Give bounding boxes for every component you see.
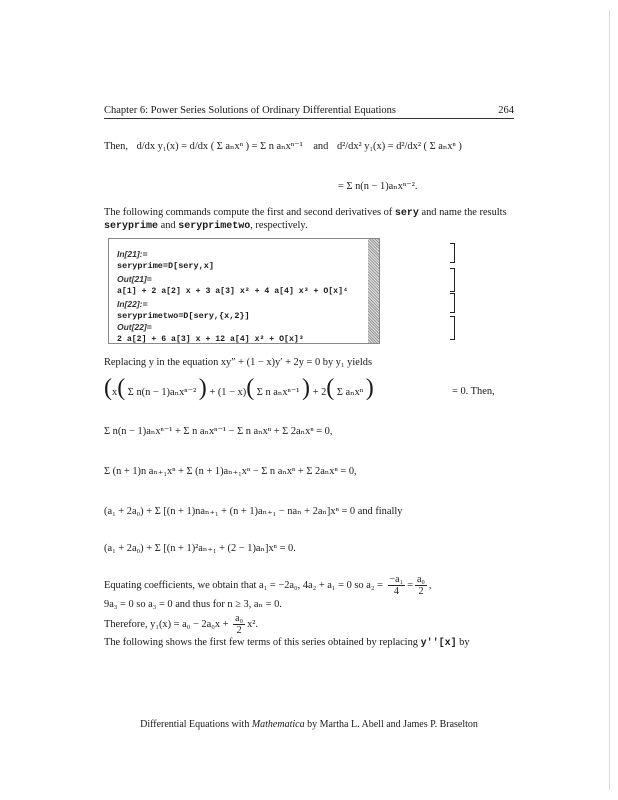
equation-final: (a₁ + 2a₀) + Σ [(n + 1)²aₙ₊₁ + (2 − 1)aₙ]xⁿ = 0. — [104, 543, 296, 554]
paragraph-commands: The following commands compute the first and second derivatives of sery and name the results — [104, 207, 507, 219]
cell-bracket[interactable] — [450, 268, 455, 292]
paragraph-following: The following shows the first few terms of this series obtained by replacing y''[x] by — [104, 637, 470, 649]
in21-label: In[21]:= — [117, 249, 148, 259]
cell-bracket[interactable] — [450, 316, 455, 340]
fraction-y1: $\frac{\text{a₀}}{2}$ — [235, 613, 244, 636]
in21-command[interactable]: seryprime=D[sery,x] — [117, 261, 214, 271]
code-y-double-prime: y''[x] — [420, 638, 457, 649]
equation-substitution-end: = 0. Then, — [452, 386, 495, 397]
cell-bracket[interactable] — [450, 243, 455, 263]
in22-command[interactable]: seryprimetwo=D[sery,{x,2}] — [117, 311, 250, 321]
paragraph-commands-2: seryprime and seryprimetwo, respectively. — [104, 220, 308, 232]
out22-label: Out[22]= — [117, 322, 152, 332]
in22-label: In[22]:= — [117, 299, 148, 309]
derivative-equation: Then, d/dx y₁(x) = d/dx ( Σ aₙxⁿ ) = Σ n aₙxⁿ⁻¹ and d²/dx² y₁(x) = d²/dx² ( Σ aₙxⁿ ) — [104, 141, 462, 152]
equation-substitution: (x( Σ n(n − 1)aₙxⁿ⁻² ) + (1 − x)( Σ n aₙxⁿ⁻¹ ) + 2( Σ aₙxⁿ ) — [104, 375, 374, 401]
equation-combined-end: = 0 and finally — [341, 506, 403, 517]
equation-reindexed-end: = 0, — [340, 466, 357, 477]
second-derivative-result: = Σ n(n − 1)aₙxⁿ⁻². — [338, 181, 418, 192]
notebook-scrollbar[interactable] — [368, 239, 379, 343]
code-seryprimetwo: seryprimetwo — [178, 221, 251, 232]
paragraph-coefficients: Equating coefficients, we obtain that a₁ = −2a₀, 4a₂ + a₁ = 0 so a₂ = $\frac{\text{−a₁}}{4}$ = $\frac{\text{a₀}}{2}$ , — [104, 574, 432, 597]
fraction-a0: $\frac{\text{a₀}}{2}$ — [416, 574, 425, 597]
page-footer: Differential Equations with Mathematica by Martha L. Abell and James P. Braselton — [140, 719, 478, 730]
page-edge-line — [609, 10, 610, 790]
chapter-title: Chapter 6: Power Series Solutions of Ordinary Differential Equations — [104, 105, 397, 116]
out21-label: Out[21]= — [117, 274, 152, 284]
paragraph-therefore: Therefore, y₁(x) = a₀ − 2a₀x + $\frac{\text{a₀}}{2}$ x². — [104, 613, 258, 636]
equation-expanded: Σ n(n − 1)aₙxⁿ⁻¹ + Σ n aₙxⁿ⁻¹ − Σ n aₙxⁿ + Σ 2aₙxⁿ = 0, — [104, 426, 333, 437]
paragraph-replacing: Replacing y in the equation xy″ + (1 − x)y′ + 2y = 0 by y₁ yields — [104, 357, 372, 368]
out21-value: a[1] + 2 a[2] x + 3 a[3] x² + 4 a[4] x³ + O[x]⁴ — [117, 287, 348, 296]
code-sery: sery — [394, 208, 419, 219]
page-number: 264 — [498, 105, 514, 116]
and-label: and — [313, 141, 329, 152]
out22-value: 2 a[2] + 6 a[3] x + 12 a[4] x² + O[x]³ — [117, 335, 304, 344]
equation-final-end: = 0. — [279, 543, 296, 554]
equation-expanded-end: = 0, — [316, 426, 333, 437]
cell-bracket[interactable] — [450, 293, 455, 313]
equation-reindexed: Σ (n + 1)n aₙ₊₁xⁿ + Σ (n + 1)aₙ₊₁xⁿ − Σ n aₙxⁿ + Σ 2aₙxⁿ = 0, — [104, 466, 357, 477]
fraction-a2: $\frac{\text{−a₁}}{4}$ — [389, 574, 404, 597]
code-seryprime: seryprime — [104, 221, 159, 232]
then-label: Then, — [104, 141, 128, 152]
running-header — [104, 105, 514, 119]
paragraph-a3: 9a₃ = 0 so a₃ = 0 and thus for n ≥ 3, aₙ = 0. — [104, 599, 282, 610]
notebook-cells — [108, 238, 380, 344]
equation-combined: (a₁ + 2a₀) + Σ [(n + 1)naₙ₊₁ + (n + 1)aₙ₊₁ − naₙ + 2aₙ]xⁿ = 0 and finally — [104, 506, 403, 517]
